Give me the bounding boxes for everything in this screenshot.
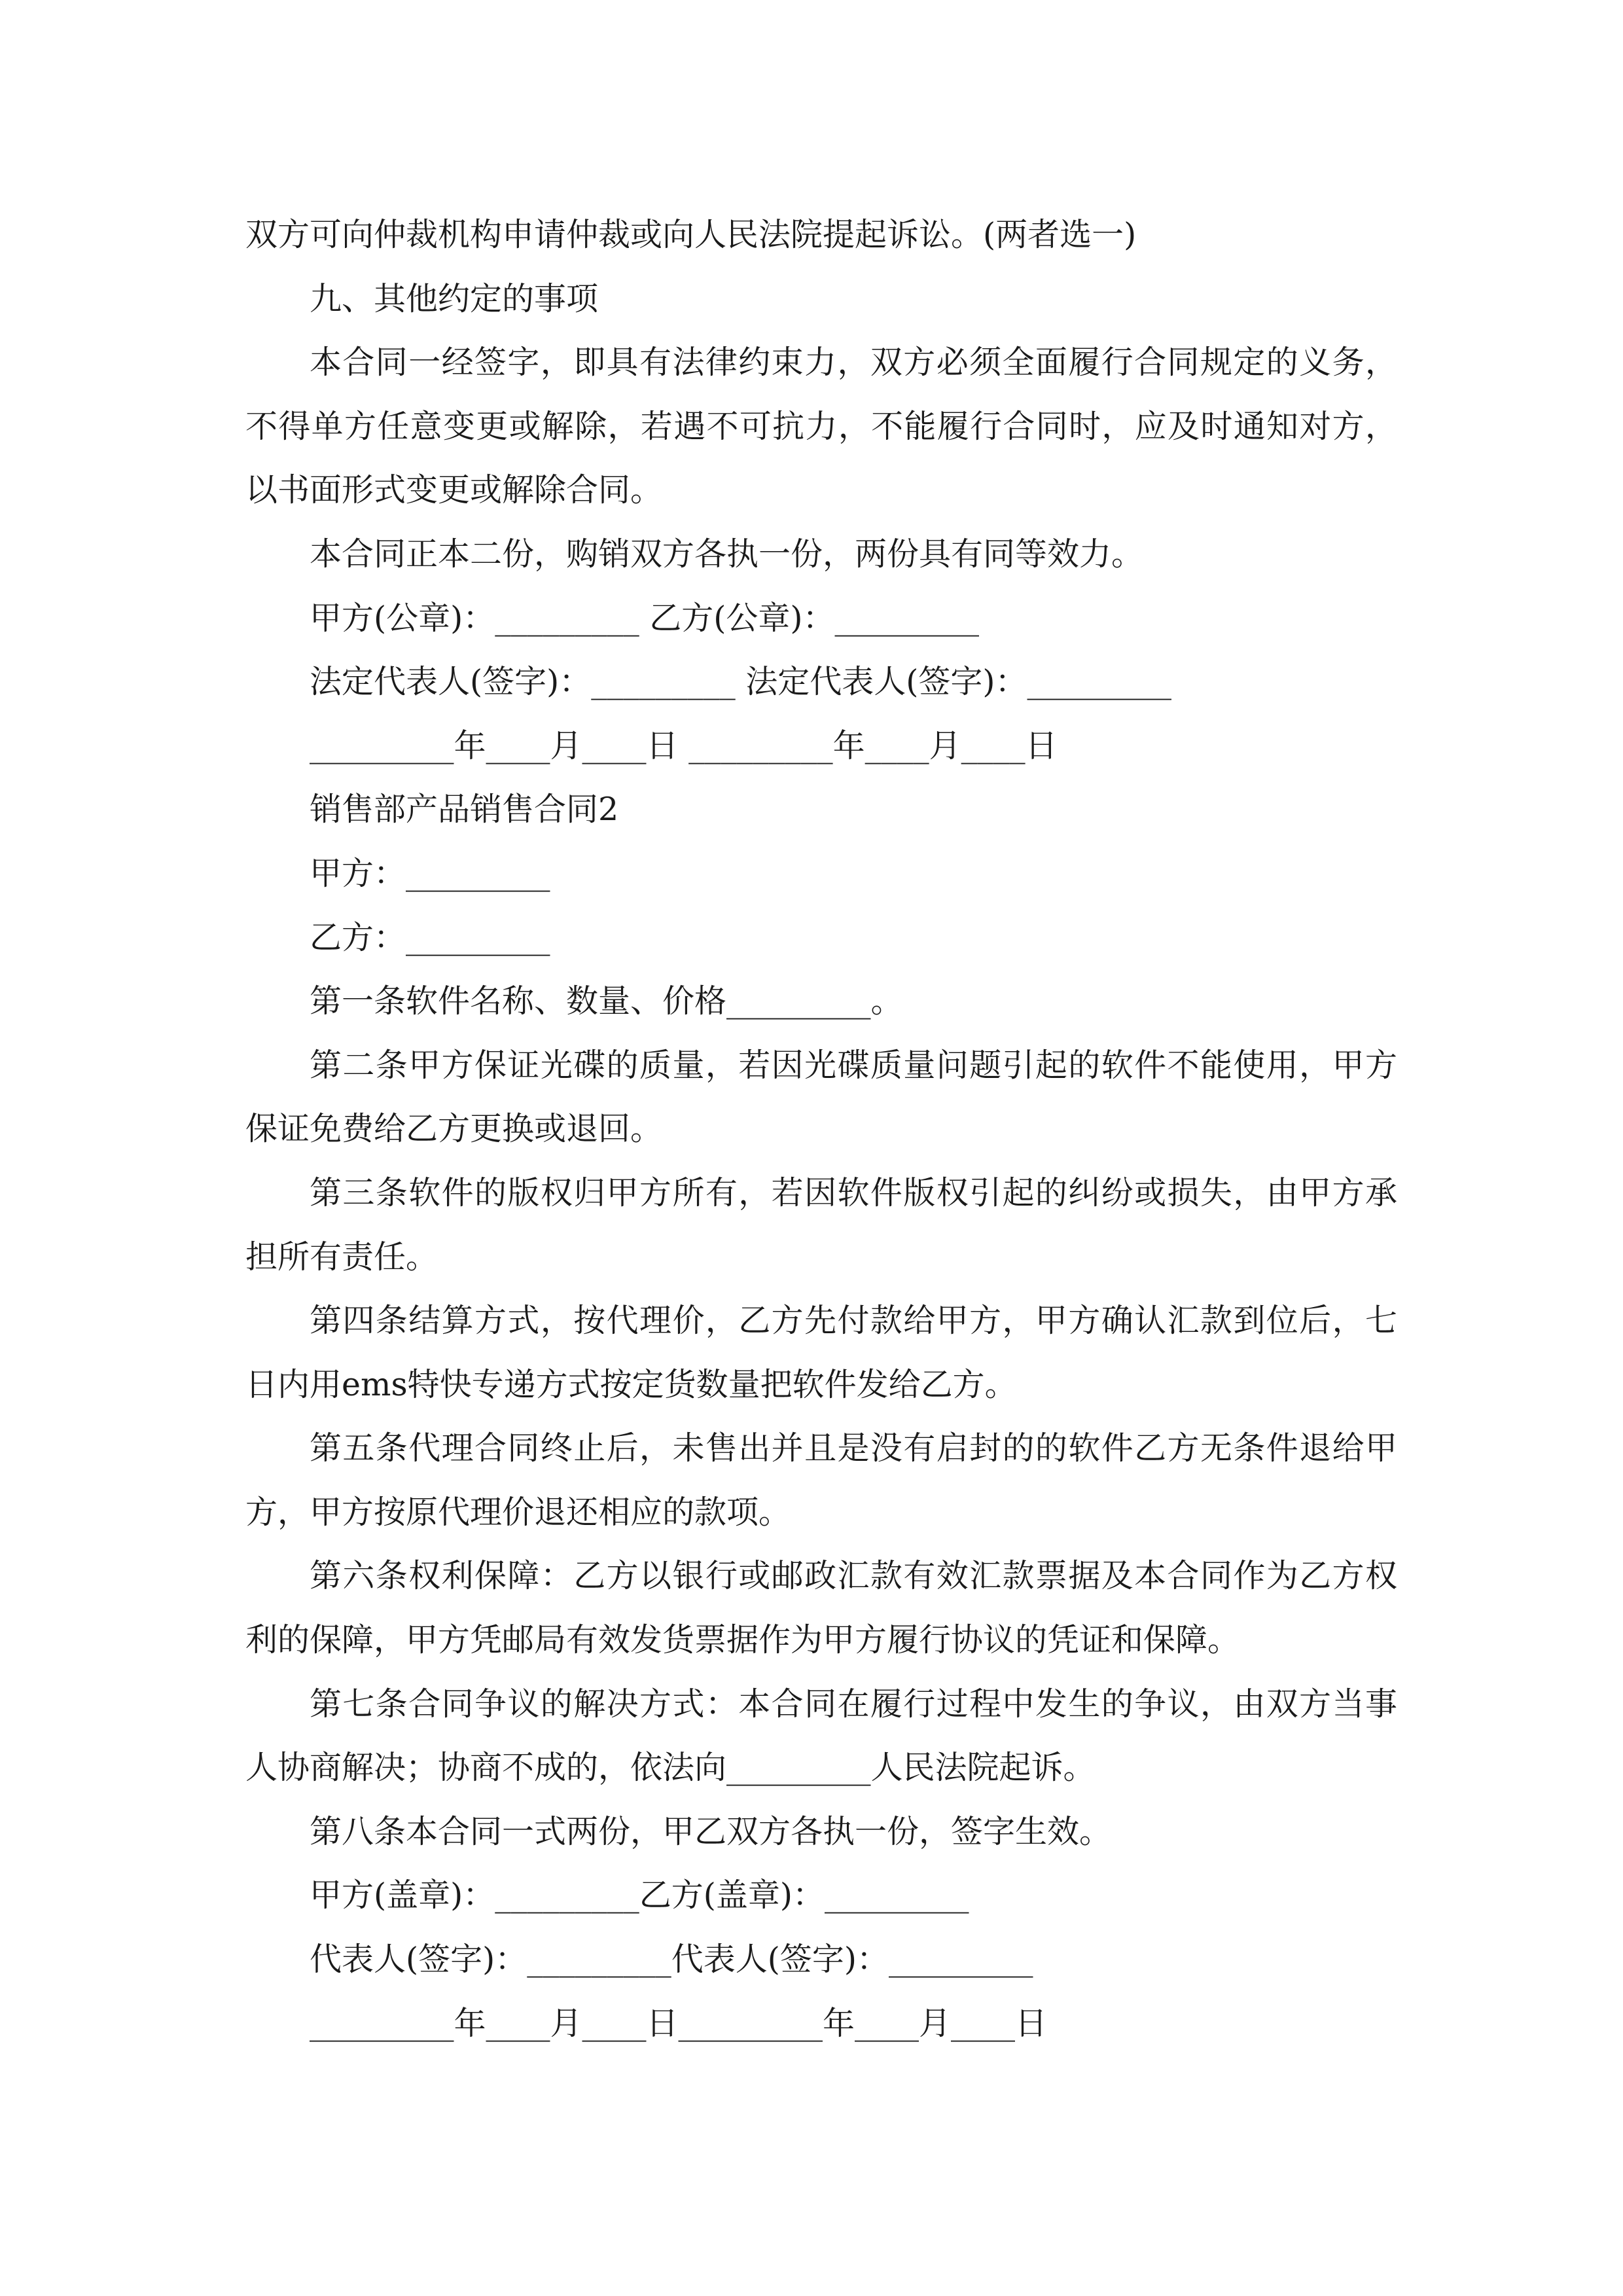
contract-title-2: 销售部产品销售合同2 [310,791,619,829]
signature-line-legal-representatives: 法定代表人(签字)：_________ 法定代表人(签字)：_________ [310,663,1172,701]
article-7: 第七条合同争议的解决方式：本合同在履行过程中发生的争议，由双方当事人协商解决；协商不成的，依法向_________人民法院起诉。 [245,1685,1397,1787]
signature-line-seals: 甲方(公章)：_________ 乙方(公章)：_________ [310,599,980,637]
signature-line-dates: _________年____月____日 _________年____月____日 [310,726,1058,764]
article-1: 第一条软件名称、数量、价格_________。 [310,982,903,1020]
article-5: 第五条代理合同终止后，未售出并且是没有启封的的软件乙方无条件退给甲方，甲方按原代理价退还相应的款项。 [245,1429,1397,1531]
section-heading-other-matters: 九、其他约定的事项 [310,279,599,317]
document-body [245,203,1397,2055]
article-3: 第三条软件的版权归甲方所有，若因软件版权引起的纠纷或损失，由甲方承担所有责任。 [245,1174,1397,1276]
paragraph-copies: 本合同正本二份，购销双方各执一份，两份具有同等效力。 [310,535,1144,573]
article-4: 第四条结算方式，按代理价，乙方先付款给甲方，甲方确认汇款到位后，七日内用ems特快专递方式按定货数量把软件发给乙方。 [245,1302,1397,1403]
signature-line-dates-2: _________年____月____日_________年____月____日 [310,2004,1048,2042]
paragraph-binding-effect: 本合同一经签字，即具有法律约束力，双方必须全面履行合同规定的义务，不得单方任意变更或解除，若遇不可抗力，不能履行合同时，应及时通知对方，以书面形式变更或解除合同。 [245,344,1397,509]
paragraph-dispute-resolution-tail: 双方可向仲裁机构申请仲裁或向人民法院提起诉讼。(两者选一) [245,216,1137,253]
article-2: 第二条甲方保证光碟的质量，若因光碟质量问题引起的软件不能使用，甲方保证免费给乙方更换或退回。 [245,1046,1397,1148]
article-6: 第六条权利保障：乙方以银行或邮政汇款有效汇款票据及本合同作为乙方权利的保障，甲方凭邮局有效发货票据作为甲方履行协议的凭证和保障。 [245,1557,1397,1659]
signature-line-representatives: 代表人(签字)：_________代表人(签字)：_________ [310,1941,1033,1979]
article-8: 第八条本合同一式两份，甲乙双方各执一份，签字生效。 [310,1812,1112,1850]
party-a-line: 甲方：_________ [310,854,550,892]
signature-line-stamps: 甲方(盖章)：_________乙方(盖章)：_________ [310,1876,969,1914]
party-b-line: 乙方：_________ [310,918,550,956]
